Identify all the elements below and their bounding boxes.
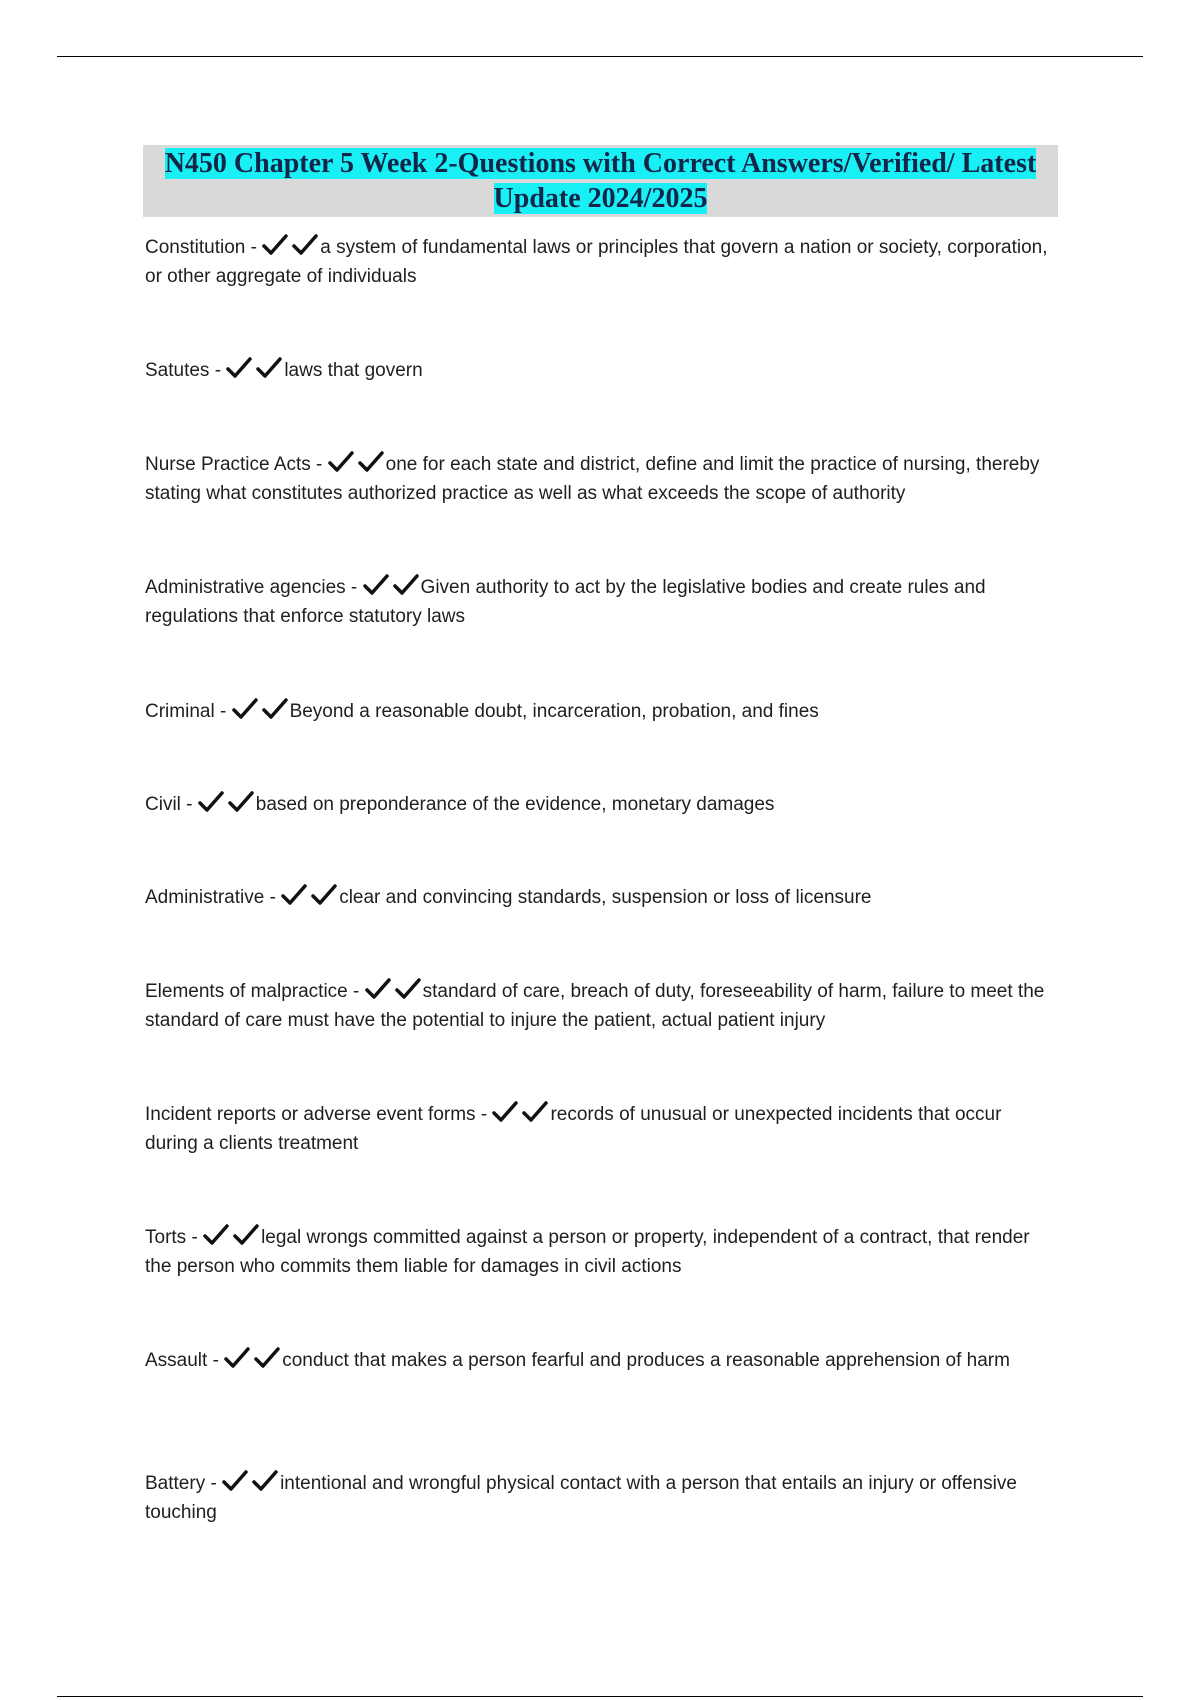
checkmark-icon <box>226 357 252 379</box>
checkmark-icon <box>522 1101 548 1123</box>
entry-term: Criminal - <box>145 701 232 722</box>
entry-term: Torts - <box>145 1227 204 1248</box>
entry-nurse-practice-acts <box>145 450 1055 508</box>
entry-term: Civil - <box>145 794 198 815</box>
checkmark-icon <box>281 884 307 906</box>
checkmark-icon <box>262 234 288 256</box>
checkmark-icon <box>363 574 389 596</box>
checkmark-icon <box>254 1347 280 1369</box>
checkmark-icon <box>233 1224 259 1246</box>
checkmark-icon <box>358 451 384 473</box>
entry-definition: records of unusual or unexpected incidents that occur during a clients treatment <box>145 1104 1002 1154</box>
bottom-rule <box>57 1696 1143 1697</box>
entry-term: Satutes - <box>145 360 227 381</box>
entry-definition: Beyond a reasonable doubt, incarceration, probation, and fines <box>289 701 819 722</box>
entry-definition: based on preponderance of the evidence, monetary damages <box>255 794 775 815</box>
entry-battery <box>145 1469 1055 1527</box>
entry-definition: laws that govern <box>284 360 423 381</box>
entry-term: Incident reports or adverse event forms - <box>145 1104 493 1125</box>
entry-term: Elements of malpractice - <box>145 981 365 1002</box>
title-line-1: N450 Chapter 5 Week 2-Questions with Correct Answers/Verified/ Latest <box>164 148 1037 179</box>
checkmark-icon <box>203 1224 229 1246</box>
entry-civil <box>145 790 1055 819</box>
entry-definition: a system of fundamental laws or principles that govern a nation or society, corporation, or other aggregate of individuals <box>145 237 1048 287</box>
checkmark-icon <box>365 978 391 1000</box>
entry-term: Nurse Practice Acts - <box>145 454 328 475</box>
entry-term: Administrative - <box>145 887 282 908</box>
checkmark-icon <box>232 698 258 720</box>
checkmark-icon <box>393 574 419 596</box>
entry-term: Battery - <box>145 1473 223 1494</box>
entry-term: Assault - <box>145 1350 225 1371</box>
entry-constitution <box>145 233 1055 291</box>
entry-definition: standard of care, breach of duty, foreseeability of harm, failure to meet the standard of care must have the potential to injure the patient, actual patient injury <box>145 981 1045 1031</box>
entry-torts <box>145 1223 1055 1281</box>
checkmark-icon <box>492 1101 518 1123</box>
title-line-2: Update 2024/2025 <box>493 183 708 214</box>
checkmark-icon <box>311 884 337 906</box>
entry-elements-of-malpractice <box>145 977 1055 1035</box>
entry-definition: Given authority to act by the legislative bodies and create rules and regulations that enforce statutory laws <box>145 577 986 627</box>
entry-administrative <box>145 883 1055 912</box>
checkmark-icon <box>262 698 288 720</box>
checkmark-icon <box>292 234 318 256</box>
top-rule <box>57 56 1143 57</box>
document-title <box>143 145 1058 217</box>
checkmark-icon <box>228 791 254 813</box>
entry-statutes <box>145 356 1055 385</box>
checkmark-icon <box>198 791 224 813</box>
checkmark-icon <box>252 1470 278 1492</box>
entry-administrative-agencies <box>145 573 1055 631</box>
checkmark-icon <box>224 1347 250 1369</box>
entry-definition: conduct that makes a person fearful and produces a reasonable apprehension of harm <box>282 1350 1010 1371</box>
entry-term: Constitution - <box>145 237 263 258</box>
entry-definition: intentional and wrongful physical contact with a person that entails an injury or offensive touching <box>145 1473 1017 1523</box>
entry-definition: legal wrongs committed against a person or property, independent of a contract, that render the person who commits them liable for damages in civil actions <box>145 1227 1030 1277</box>
entry-criminal <box>145 697 1055 726</box>
checkmark-icon <box>256 357 282 379</box>
entry-definition: one for each state and district, define and limit the practice of nursing, thereby stating what constitutes authorized practice as well as what exceeds the scope of authority <box>145 454 1040 504</box>
entry-incident-reports <box>145 1100 1055 1158</box>
entry-definition: clear and convincing standards, suspension or loss of licensure <box>339 887 872 908</box>
entry-term: Administrative agencies - <box>145 577 363 598</box>
checkmark-icon <box>328 451 354 473</box>
entry-assault <box>145 1346 1055 1375</box>
checkmark-icon <box>395 978 421 1000</box>
checkmark-icon <box>222 1470 248 1492</box>
